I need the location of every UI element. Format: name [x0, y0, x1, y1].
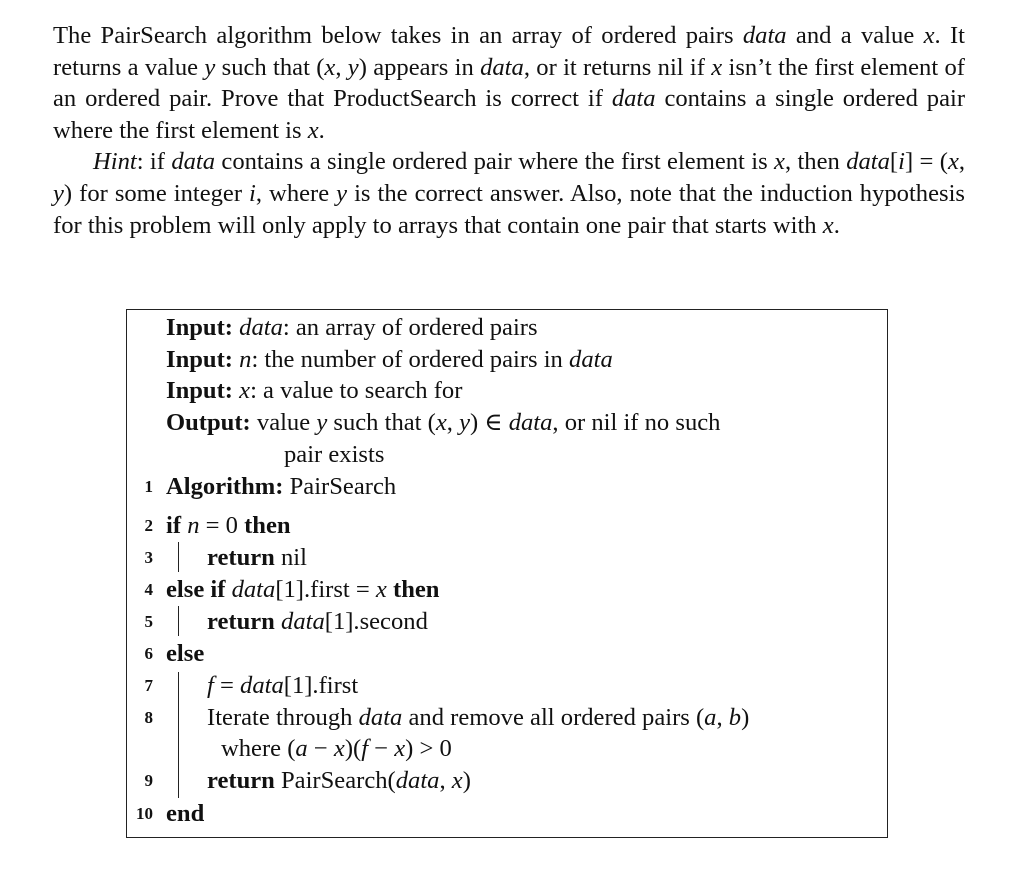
text: . [318, 116, 325, 144]
else-if-keyword: else if [166, 576, 226, 603]
math-var: y [316, 409, 328, 436]
text: , [958, 148, 966, 176]
line-number: 3 [144, 548, 153, 567]
text: ) ∈ [469, 409, 509, 436]
return-keyword: return [207, 608, 275, 635]
text: ) [741, 704, 750, 731]
math-var: y [336, 179, 348, 207]
line-number: 4 [144, 580, 153, 599]
math-var: data [240, 672, 284, 699]
block-bar [178, 672, 179, 798]
text: is the correct answer. Also, note that the induction hypothesis for this problem will only apply to arrays that contain one pair that starts with [53, 179, 965, 239]
text: , [716, 704, 729, 731]
text: : if [136, 148, 172, 176]
code-line [207, 670, 358, 701]
problem-paragraph [53, 20, 965, 146]
code-line [166, 510, 291, 541]
text: . It returns a value [53, 22, 966, 81]
code-line [207, 542, 307, 573]
math-var: data [281, 608, 325, 635]
math-var: data [395, 767, 440, 794]
text: The PairSearch algorithm below takes in an array of ordered pairs [53, 22, 743, 49]
text: , where [255, 179, 337, 207]
text: and remove all ordered pairs ( [402, 704, 705, 731]
code-line [166, 574, 439, 605]
math-var: x [239, 377, 251, 404]
text: : a value to search for [250, 377, 463, 404]
math-var: x [307, 116, 319, 144]
text: , [335, 53, 348, 81]
text: = 0 [199, 512, 245, 539]
math-var: data [508, 409, 553, 436]
math-var: y [204, 53, 216, 81]
math-var: x [947, 148, 959, 176]
math-var: y [347, 53, 359, 81]
math-var: data [239, 314, 283, 341]
hint-paragraph [53, 146, 965, 241]
text: contains a single ordered pair where the first element is [53, 85, 966, 144]
code-line-continuation [221, 733, 452, 764]
input-keyword: Input: [166, 314, 233, 341]
code-line [166, 638, 204, 669]
text: contains a single ordered pair where the first element is [215, 148, 775, 176]
math-var: b [728, 704, 742, 731]
algorithm-header-line [166, 471, 396, 502]
output-keyword: Output: [166, 409, 251, 436]
problem-statement [53, 20, 965, 241]
end-keyword: end [166, 800, 205, 827]
math-var: data [742, 22, 787, 49]
text: = [213, 672, 241, 699]
text: , or nil if no such [552, 409, 721, 436]
text: ] = ( [904, 148, 948, 176]
math-var: x [333, 735, 345, 762]
else-keyword: else [166, 640, 205, 667]
math-var: data [171, 148, 216, 176]
input-keyword: Input: [166, 377, 233, 404]
math-var: x [394, 735, 406, 762]
hint-label: Hint [93, 148, 137, 176]
line-number: 6 [144, 644, 153, 663]
math-var: x [923, 22, 935, 49]
text: an array of ordered pairs [295, 314, 538, 341]
math-var: f [361, 735, 369, 762]
text: such that ( [215, 53, 325, 81]
text: ) appears in [358, 53, 481, 81]
code-line [166, 798, 204, 829]
code-line [207, 702, 749, 733]
math-var: i [898, 148, 905, 176]
text: ) > 0 [405, 735, 452, 762]
text: [ [889, 148, 899, 176]
math-var: data [231, 576, 276, 603]
input-data-line [166, 312, 538, 343]
math-var: x [711, 53, 723, 81]
math-var: x [451, 767, 463, 794]
math-var: n [239, 346, 252, 373]
line-number: 7 [144, 676, 153, 695]
line-number: 2 [144, 516, 153, 535]
text: isn’t the first element of an ordered pair. Prove that ProductSearch is correct if [53, 53, 965, 113]
code-line [207, 606, 428, 637]
math-var: x [822, 211, 834, 239]
code-line [207, 765, 471, 796]
line-number: 10 [136, 804, 153, 823]
math-var: i [249, 179, 256, 207]
math-var: x [435, 409, 447, 436]
math-var: n [187, 512, 200, 539]
math-var: y [53, 179, 64, 207]
text: : the number of ordered pairs in [251, 346, 570, 373]
block-bar [178, 542, 179, 572]
text: Iterate through [207, 704, 359, 731]
input-keyword: Input: [166, 346, 233, 373]
math-var: data [569, 346, 613, 373]
text: value [256, 409, 317, 436]
algorithm-keyword: Algorithm: [166, 473, 284, 500]
text: [1].first = [275, 576, 376, 603]
text: , or it returns nil if [523, 53, 712, 81]
block-bar [178, 606, 179, 636]
math-var: a [704, 704, 717, 731]
text: PairSearch( [274, 767, 396, 794]
text: such that ( [327, 409, 436, 436]
line-number: 9 [144, 771, 153, 790]
math-var: data [358, 704, 403, 731]
text: − [368, 735, 395, 762]
output-line-continuation [284, 439, 384, 470]
text: : [282, 314, 296, 341]
text: . [833, 211, 840, 239]
algorithm-box [126, 309, 888, 838]
math-var: x [324, 53, 336, 81]
then-keyword: then [244, 512, 291, 539]
text: nil [274, 544, 307, 571]
return-keyword: return [207, 767, 275, 794]
text: [1].first [283, 672, 359, 699]
text: , [439, 767, 452, 794]
line-number: 8 [144, 708, 153, 727]
line-number: 5 [144, 612, 153, 631]
text: )( [344, 735, 362, 762]
input-x-line [166, 375, 462, 406]
text: − [307, 735, 334, 762]
text: pair exists [284, 441, 385, 468]
return-keyword: return [207, 544, 275, 571]
math-var: data [611, 85, 656, 113]
input-n-line [166, 344, 613, 375]
math-var: x [375, 576, 387, 603]
math-var: f [207, 672, 214, 699]
algorithm-name: PairSearch [283, 473, 397, 500]
text: where ( [221, 735, 296, 762]
line-number: 1 [144, 477, 153, 496]
text: ) for some integer [63, 179, 250, 207]
output-line [166, 407, 720, 438]
text: and a value [786, 22, 924, 49]
math-var: data [846, 148, 890, 176]
text: ) [462, 767, 471, 794]
text: , [446, 409, 460, 436]
math-var: data [480, 53, 524, 81]
math-var: y [459, 409, 470, 436]
then-keyword: then [393, 576, 440, 603]
text: [1].second [324, 608, 428, 635]
math-var: x [774, 148, 785, 176]
math-var: a [295, 735, 308, 762]
if-keyword: if [166, 512, 182, 539]
text: , then [784, 148, 847, 176]
